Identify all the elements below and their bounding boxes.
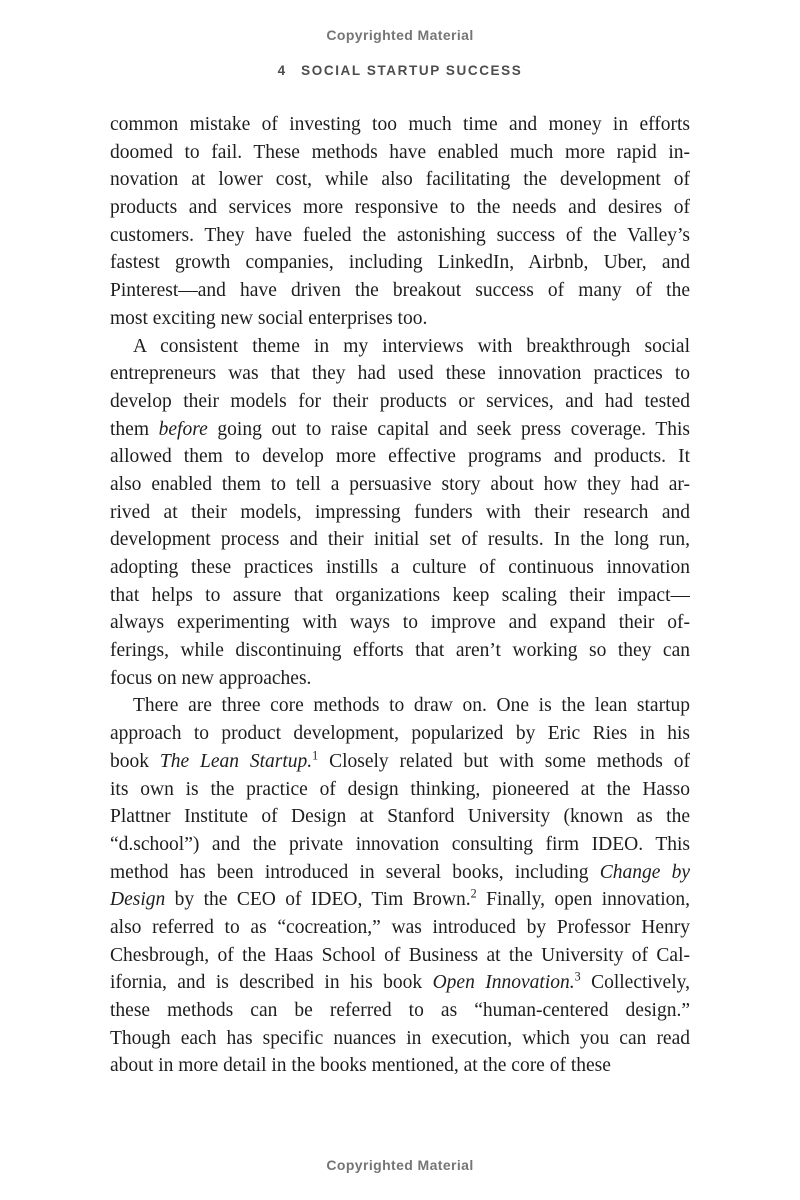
running-header	[0, 63, 800, 78]
copyright-notice-top: Copyrighted Material	[326, 27, 474, 43]
text-line: rived at their models, impressing funders with their research and	[110, 501, 690, 523]
text-line: Design by the CEO of IDEO, Tim Brown.$^2$ Finally, open innovation,	[110, 886, 690, 911]
text-line: method has been introduced in several books, including Change by	[110, 861, 690, 883]
text-line: these methods can be referred to as “human-centered design.”	[110, 1000, 690, 1021]
page-number: 4	[277, 63, 286, 78]
text-line: ferings, while discontinuing efforts that aren’t working so they can	[110, 640, 690, 662]
text-line: Chesbrough, of the Haas School of Business at the University of Cal-	[110, 944, 690, 966]
paragraph	[110, 692, 690, 1080]
text-line: about in more detail in the books mentioned, at the core of these	[110, 1055, 611, 1077]
text-line: common mistake of investing too much time and money in efforts	[110, 114, 690, 135]
text-line: Though each has specific nuances in execution, which you can read	[110, 1027, 690, 1049]
text-line: them before going out to raise capital and seek press coverage. This	[110, 418, 690, 440]
text-line: develop their models for their products or services, and had tested	[110, 390, 690, 412]
copyright-notice-bottom: Copyrighted Material	[326, 1157, 474, 1173]
book-title: SOCIAL STARTUP SUCCESS	[301, 63, 523, 78]
text-line: that helps to assure that organizations keep scaling their impact—	[110, 584, 690, 606]
text-line: development process and their initial set of results. In the long run,	[110, 529, 690, 551]
text-line: novation at lower cost, while also facilitating the development of	[110, 169, 690, 191]
text-line: most exciting new social enterprises too.	[110, 307, 428, 329]
text-line: customers. They have fueled the astonishing success of the Valley’s	[110, 224, 690, 246]
text-line: products and services more responsive to the needs and desires of	[110, 197, 690, 219]
paragraph	[110, 111, 690, 333]
paragraph	[110, 333, 690, 693]
text-line: doomed to fail. These methods have enabled much more rapid in-	[110, 141, 690, 163]
text-line: There are three core methods to draw on. One is the lean startup	[133, 695, 690, 717]
text-line: entrepreneurs was that they had used these innovation practices to	[110, 363, 690, 385]
text-line: its own is the practice of design thinking, pioneered at the Hasso	[110, 778, 690, 800]
text-line: focus on new approaches.	[110, 667, 312, 689]
text-line: A consistent theme in my interviews with breakthrough social	[133, 335, 690, 357]
text-line: allowed them to develop more effective programs and products. It	[110, 446, 690, 468]
page-body	[110, 111, 690, 1080]
text-line: book The Lean Startup.$^1$ Closely related but with some methods of	[110, 748, 690, 772]
text-line: Plattner Institute of Design at Stanford University (known as the	[110, 806, 690, 828]
text-line: adopting these practices instills a culture of continuous innovation	[110, 557, 690, 578]
text-line: approach to product development, popularized by Eric Ries in his	[110, 723, 690, 745]
text-line: also referred to as “cocreation,” was introduced by Professor Henry	[110, 916, 690, 938]
text-line: also enabled them to tell a persuasive story about how they had ar-	[110, 473, 690, 495]
text-line: “d.school”) and the private innovation consulting firm IDEO. This	[110, 833, 690, 855]
text-line: always experimenting with ways to improve and expand their of-	[110, 612, 690, 634]
text-line: ifornia, and is described in his book Open Innovation.$^3$ Collectively,	[110, 969, 690, 994]
text-line: fastest growth companies, including LinkedIn, Airbnb, Uber, and	[110, 252, 690, 274]
text-line: Pinterest—and have driven the breakout success of many of the	[110, 280, 690, 302]
